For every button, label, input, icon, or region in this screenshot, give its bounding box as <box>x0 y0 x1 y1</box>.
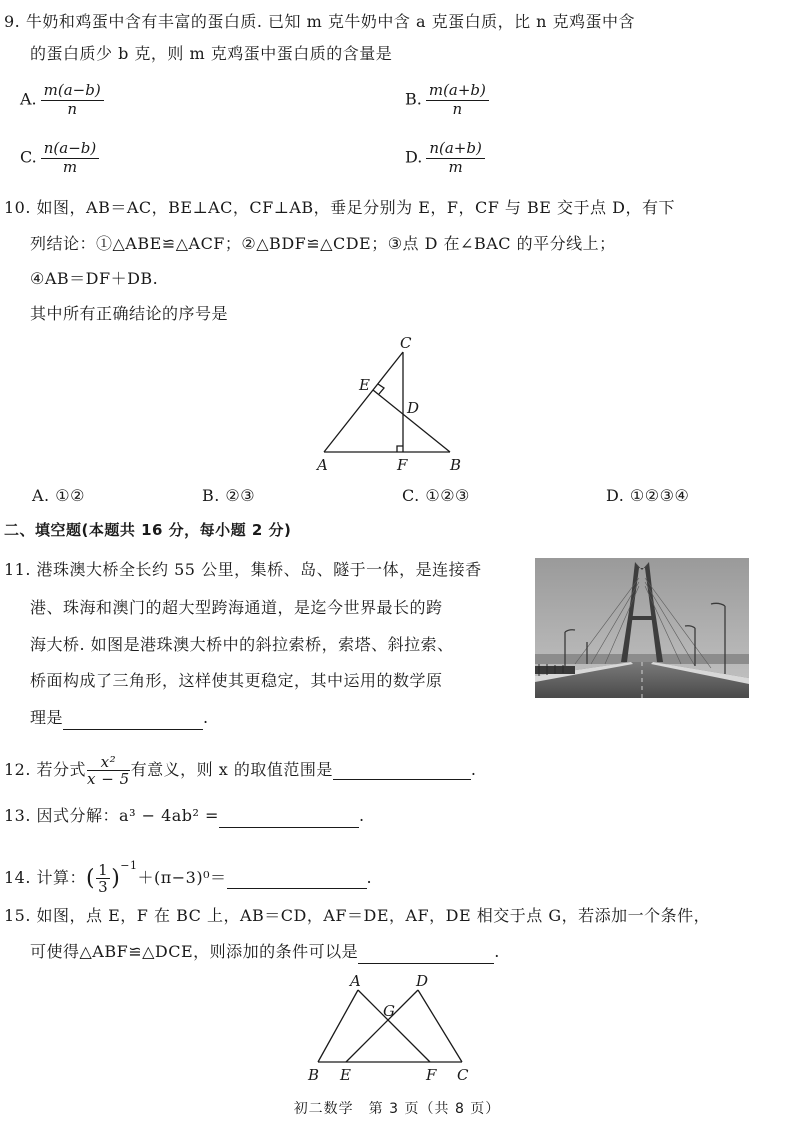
q11-line2: 港、珠海和澳门的超大型跨海通道，是迄今世界最长的跨 <box>30 598 443 617</box>
q12-answer-blank[interactable] <box>333 761 471 780</box>
fraction-denominator: m <box>62 158 78 176</box>
fraction-numerator: n(a+b) <box>426 140 484 159</box>
q10-option-d[interactable]: D. ①②③④ <box>606 486 690 505</box>
label-b: B <box>308 1066 320 1084</box>
q12-end: . <box>470 760 477 779</box>
q14-fraction <box>96 862 110 895</box>
option-fraction <box>41 140 99 176</box>
fraction-numerator: n(a−b) <box>41 140 99 159</box>
fraction-denominator: 3 <box>98 878 109 896</box>
label-f: F <box>397 456 408 474</box>
q10-line3: ④AB＝DF＋DB. <box>30 269 159 288</box>
page-footer: 初二数学 第 3 页（共 8 页） <box>293 1101 501 1117</box>
label-c: C <box>400 334 412 352</box>
right-angle-f <box>397 446 403 452</box>
label-a: A <box>317 456 328 474</box>
q12-suffix: 有意义，则 x 的取值范围是 <box>130 760 333 779</box>
option-letter: B. <box>405 89 422 109</box>
q11-line3: 海大桥. 如图是港珠澳大桥中的斜拉索桥，索塔、斜拉索、 <box>30 635 454 654</box>
label-d: D <box>416 972 429 990</box>
fraction-denominator: m <box>448 158 463 176</box>
q12-prefix: 12. 若分式 <box>4 760 87 779</box>
segment-ac <box>324 352 403 452</box>
label-e: E <box>359 376 370 394</box>
q10-option-a[interactable]: A. ①② <box>32 486 85 505</box>
fraction-numerator: m(a+b) <box>426 82 489 101</box>
option-fraction <box>41 82 104 118</box>
label-g: G <box>383 1002 395 1020</box>
label-e: E <box>340 1066 351 1084</box>
q9-option-d[interactable] <box>405 140 485 176</box>
q15-line2-text: 可使得△ABF≌△DCE，则添加的条件可以是 <box>30 942 359 961</box>
q10-line2: 列结论：①△ABE≌△ACF；②△BDF≌△CDE；③点 D 在∠BAC 的平分线上； <box>30 234 616 253</box>
q15-line1: 15. 如图，点 E，F 在 BC 上，AB＝CD，AF＝DE，AF，DE 相交于点 G，若添加一个条件， <box>4 906 711 925</box>
q14-exponent: −1 <box>120 859 138 872</box>
q9-option-c[interactable] <box>20 140 99 176</box>
q14-answer-blank[interactable] <box>227 870 367 889</box>
q13-end: . <box>358 806 365 825</box>
fraction-denominator: x − 5 <box>87 770 130 788</box>
q14-end: . <box>366 868 373 887</box>
q12-line <box>4 752 476 788</box>
segment-dc <box>418 990 462 1062</box>
label-f: F <box>426 1066 437 1084</box>
fraction-denominator: n <box>67 100 77 118</box>
q10-option-c[interactable]: C. ①②③ <box>402 486 470 505</box>
q10-line1: 10. 如图，AB＝AC，BE⊥AC，CF⊥AB，垂足分别为 E，F，CF 与 BE 交于点 D，有下 <box>4 198 675 217</box>
label-b: B <box>450 456 462 474</box>
right-angle-e <box>378 384 384 394</box>
label-d: D <box>407 399 420 417</box>
q11-answer-blank[interactable] <box>63 711 203 730</box>
fraction-numerator: x² <box>87 754 130 771</box>
option-fraction <box>426 82 489 118</box>
q14-line <box>4 846 372 899</box>
option-fraction <box>426 140 484 176</box>
q11-line1: 11. 港珠澳大桥全长约 55 公里，集桥、岛、隧于一体，是连接香 <box>4 560 482 579</box>
q9-line1: 9. 牛奶和鸡蛋中含有丰富的蛋白质. 已知 m 克牛奶中含 a 克蛋白质，比 n 克鸡蛋中含 <box>4 12 636 31</box>
q10-option-b[interactable]: B. ②③ <box>202 486 256 505</box>
bridge-photo <box>535 558 749 698</box>
label-a: A <box>350 972 361 990</box>
segment-de <box>346 990 418 1062</box>
right-paren: ) <box>111 865 121 891</box>
q9-option-a[interactable] <box>20 82 104 118</box>
q14-prefix: 14. 计算： <box>4 868 87 887</box>
q11-line5-text: 理是 <box>30 708 64 727</box>
q9-line2: 的蛋白质少 b 克，则 m 克鸡蛋中蛋白质的含量是 <box>30 44 393 63</box>
fraction-numerator: 1 <box>98 861 109 879</box>
label-c: C <box>457 1066 469 1084</box>
q15-triangles-figure <box>296 970 486 1088</box>
segment-af <box>358 990 430 1062</box>
q14-rest: ＋(π−3)⁰＝ <box>137 868 227 887</box>
q10-line4: 其中所有正确结论的序号是 <box>30 304 229 323</box>
option-letter: A. <box>20 89 37 109</box>
q15-answer-blank[interactable] <box>358 945 494 964</box>
fraction-numerator: m(a−b) <box>41 82 104 101</box>
q12-fraction <box>87 754 130 787</box>
q13-text: 13. 因式分解：a³ − 4ab² = <box>4 806 219 825</box>
q9-option-b[interactable] <box>405 82 489 118</box>
fraction-denominator: n <box>452 100 463 118</box>
q13-line <box>4 804 365 828</box>
q10-triangle-figure <box>300 330 480 480</box>
q11-line4: 桥面构成了三角形，这样使其更稳定，其中运用的数学原 <box>30 671 443 690</box>
q11-end: . <box>203 708 209 727</box>
option-letter: C. <box>20 147 37 167</box>
section-2-title: 二、填空题(本题共 16 分，每小题 2 分) <box>4 521 292 539</box>
option-letter: D. <box>405 147 423 167</box>
segment-ab <box>318 990 358 1062</box>
q15-end: . <box>494 942 500 961</box>
q11-line5 <box>30 706 209 730</box>
left-paren: ( <box>86 865 96 891</box>
q13-answer-blank[interactable] <box>219 809 359 828</box>
q15-line2 <box>30 940 500 964</box>
